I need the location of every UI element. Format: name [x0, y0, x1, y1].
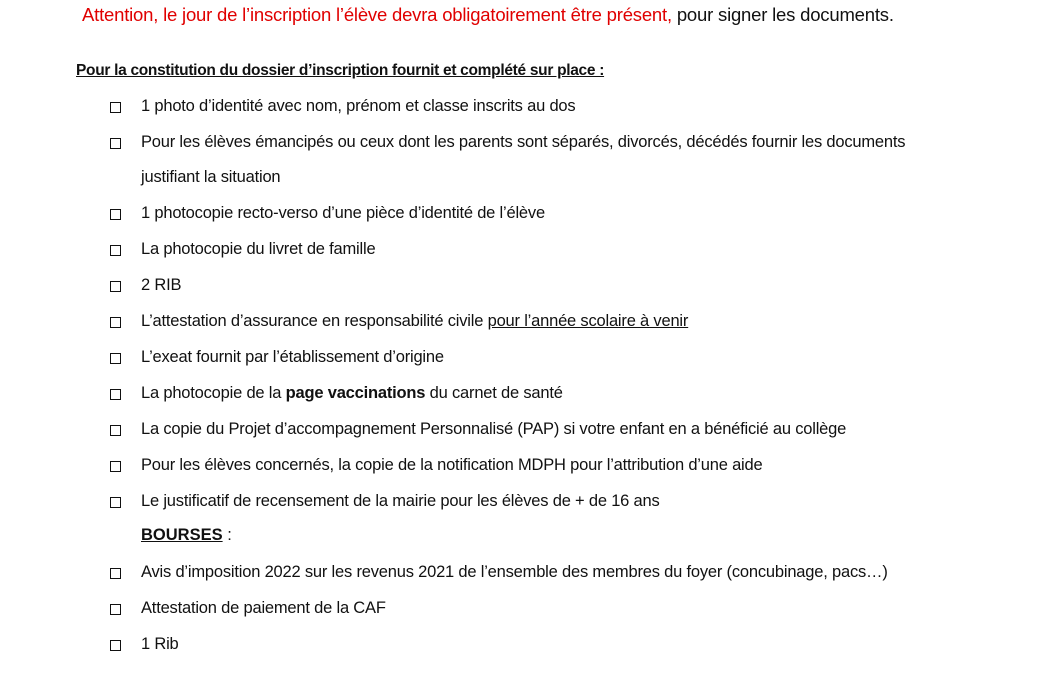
checkbox-icon	[110, 425, 121, 436]
item-label: Pour les élèves concernés, la copie de la notification MDPH pour l’attribution d’une aide	[141, 456, 763, 474]
item-label: La copie du Projet d’accompagnement Personnalisé (PAP) si votre enfant en a bénéficié au collège	[141, 420, 847, 438]
attendance-notice	[82, 4, 894, 26]
checkbox-icon	[110, 138, 121, 149]
bourses-heading	[141, 526, 232, 545]
checkbox-icon	[110, 281, 121, 292]
item-label: Le justificatif de recensement de la mairie pour les élèves de + de 16 ans	[141, 492, 660, 510]
vaccin-label-bold: page vaccinations	[285, 384, 426, 402]
item-label: 2 RIB	[141, 276, 182, 294]
item-label: Pour les élèves émancipés ou ceux dont les parents sont séparés, divorcés, décédés fournir les documents	[141, 133, 906, 151]
item-label: L’exeat fournit par l’établissement d’origine	[141, 348, 444, 366]
checkbox-icon	[110, 245, 121, 256]
item-label: 1 Rib	[141, 635, 179, 653]
item-label: Attestation de paiement de la CAF	[141, 599, 386, 617]
notice-purpose: pour signer les documents.	[671, 4, 894, 25]
checkbox-icon	[110, 497, 121, 508]
item-label	[141, 312, 688, 331]
item-label	[141, 384, 563, 403]
item-label: 1 photo d’identité avec nom, prénom et classe inscrits au dos	[141, 97, 576, 115]
item-label-continuation: justifiant la situation	[141, 168, 281, 186]
checkbox-icon	[110, 353, 121, 364]
checkbox-icon	[110, 604, 121, 615]
notice-warning: Attention, le jour de l’inscription l’élève devra obligatoirement être présent,	[82, 4, 672, 25]
checkbox-icon	[110, 389, 121, 400]
checkbox-icon	[110, 461, 121, 472]
section-title: Pour la constitution du dossier d’inscription fournit et complété sur place :	[76, 62, 605, 79]
item-label: La photocopie du livret de famille	[141, 240, 376, 258]
checkbox-icon	[110, 209, 121, 220]
bourses-heading-label: BOURSES	[141, 526, 223, 544]
bourses-heading-suffix: :	[222, 526, 232, 544]
checkbox-icon	[110, 102, 121, 113]
checkbox-icon	[110, 317, 121, 328]
vaccin-label-post: du carnet de santé	[425, 384, 563, 402]
vaccin-label-pre: La photocopie de la	[141, 384, 286, 402]
checkbox-icon	[110, 640, 121, 651]
checkbox-icon	[110, 568, 121, 579]
item-label: 1 photocopie recto-verso d’une pièce d’identité de l’élève	[141, 204, 545, 222]
assurance-emphasis: pour l’année scolaire à venir	[487, 312, 689, 330]
item-label: Avis d’imposition 2022 sur les revenus 2021 de l’ensemble des membres du foyer (concubinage, pacs…)	[141, 563, 888, 581]
assurance-label: L’attestation d’assurance en responsabilité civile	[141, 312, 488, 330]
